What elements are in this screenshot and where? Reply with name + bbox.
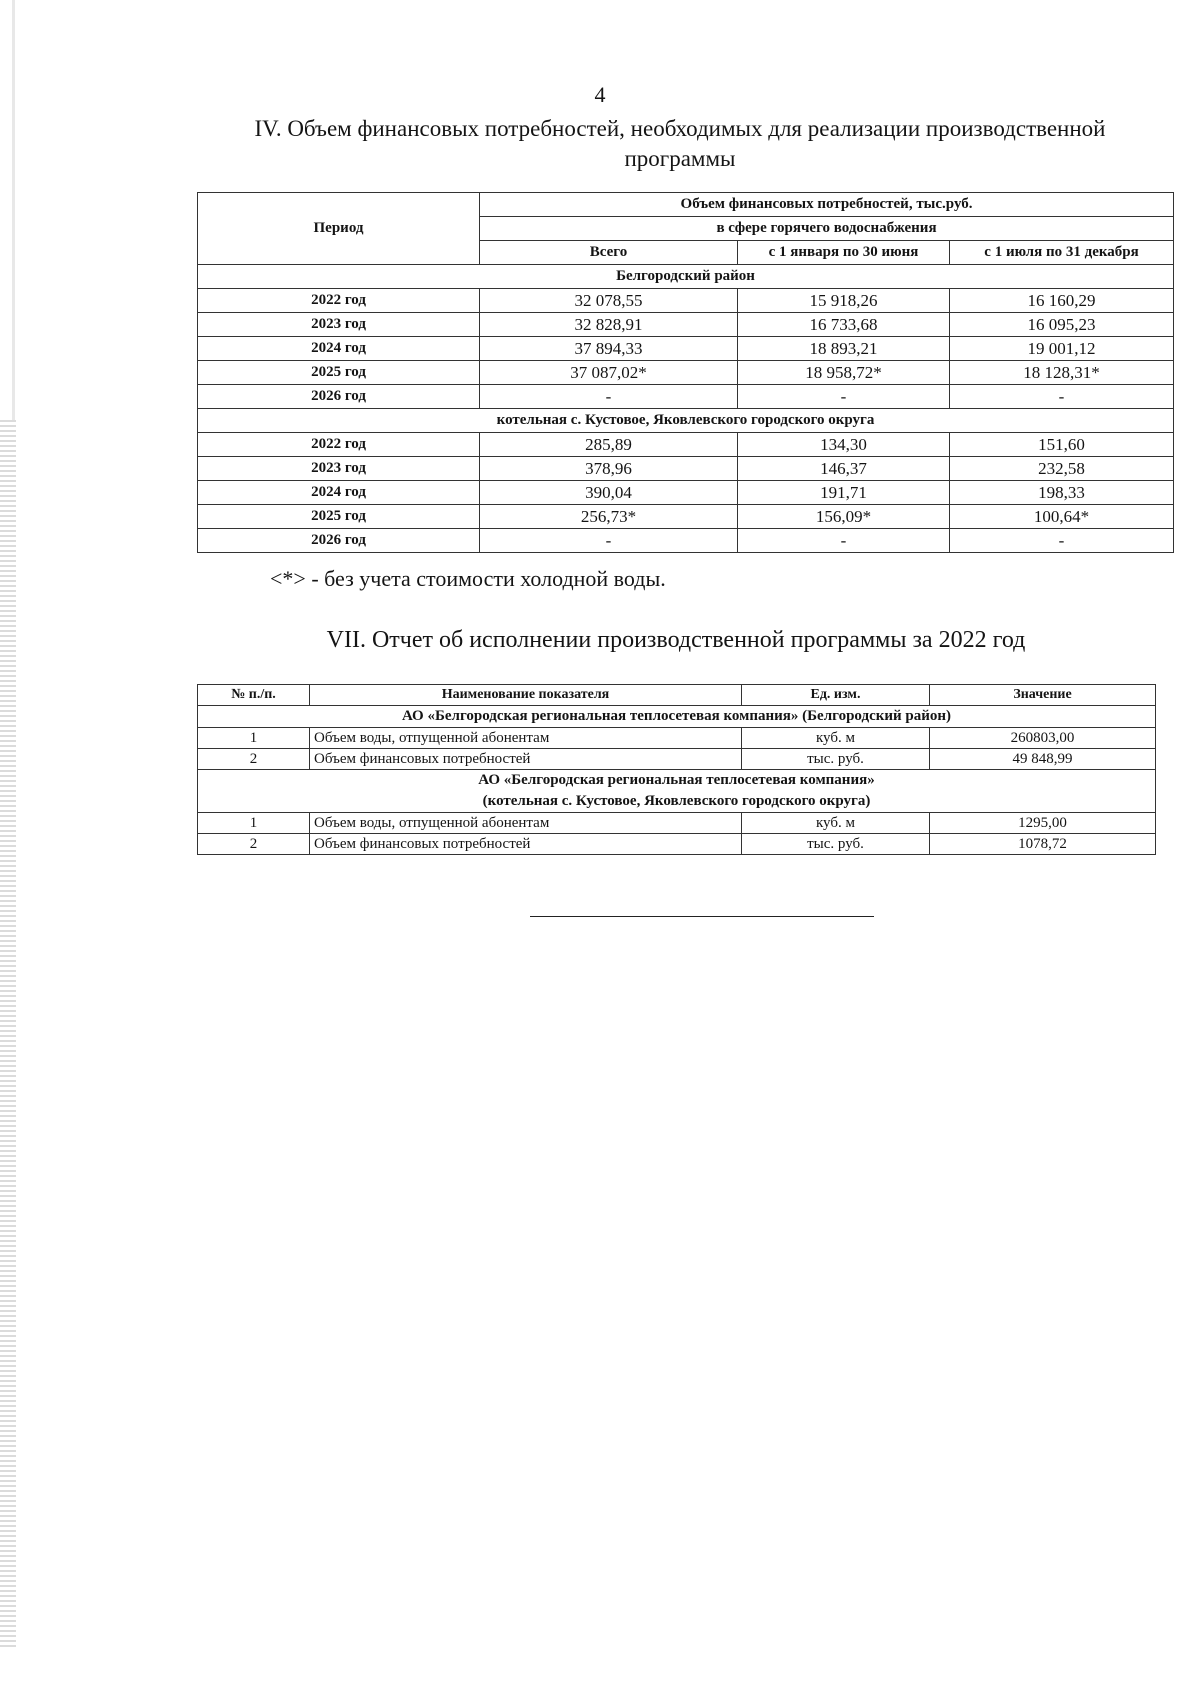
first-half-cell: 156,09*: [738, 505, 950, 529]
indicator-column-header: Наименование показателя: [310, 685, 742, 706]
second-half-cell: -: [950, 529, 1174, 553]
organization-name: [198, 770, 1156, 813]
period-cell: 2025 год: [198, 361, 480, 385]
total-cell: 32 078,55: [480, 289, 738, 313]
group-name-line: (котельная с. Кустовое, Яковлевского городского округа): [482, 793, 871, 809]
page-number: 4: [594, 82, 606, 107]
first-half-cell: -: [738, 529, 950, 553]
footnote: <*> - без учета стоимости холодной воды.: [270, 566, 666, 591]
total-cell: 32 828,91: [480, 313, 738, 337]
second-half-cell: 19 001,12: [950, 337, 1174, 361]
indicator-cell: Объем воды, отпущенной абонентам: [310, 813, 742, 834]
scan-edge-artifact: [0, 420, 16, 1650]
group-row: [198, 265, 1174, 289]
table-row: [198, 481, 1174, 505]
group-row: [198, 770, 1156, 813]
first-half-cell: 134,30: [738, 433, 950, 457]
table-row: [198, 813, 1156, 834]
program-report-table: [197, 684, 1156, 855]
number-column-header: № п./п.: [198, 685, 310, 706]
second-half-column-header: с 1 июля по 31 декабря: [950, 241, 1174, 265]
number-cell: 1: [198, 728, 310, 749]
number-cell: 1: [198, 813, 310, 834]
total-cell: 37 894,33: [480, 337, 738, 361]
unit-cell: тыс. руб.: [742, 749, 930, 770]
first-half-cell: 15 918,26: [738, 289, 950, 313]
total-column-header: Всего: [480, 241, 738, 265]
financial-needs-header: Объем финансовых потребностей, тыс.руб.: [480, 193, 1174, 217]
period-cell: 2022 год: [198, 433, 480, 457]
total-cell: 37 087,02*: [480, 361, 738, 385]
first-half-cell: 18 958,72*: [738, 361, 950, 385]
period-cell: 2023 год: [198, 313, 480, 337]
second-half-cell: 151,60: [950, 433, 1174, 457]
value-cell: 1295,00: [930, 813, 1156, 834]
first-half-cell: 18 893,21: [738, 337, 950, 361]
period-header: Период: [198, 193, 480, 265]
unit-cell: куб. м: [742, 728, 930, 749]
total-cell: -: [480, 385, 738, 409]
table-row: [198, 313, 1174, 337]
total-cell: -: [480, 529, 738, 553]
table-row: [198, 728, 1156, 749]
financial-needs-table: [197, 192, 1174, 553]
period-cell: 2023 год: [198, 457, 480, 481]
first-half-column-header: с 1 января по 30 июня: [738, 241, 950, 265]
period-cell: 2022 год: [198, 289, 480, 313]
table-row: [198, 289, 1174, 313]
table-row: [198, 457, 1174, 481]
period-cell: 2026 год: [198, 529, 480, 553]
indicator-cell: Объем финансовых потребностей: [310, 834, 742, 855]
total-cell: 378,96: [480, 457, 738, 481]
end-divider-line: [530, 916, 874, 917]
group-name: Белгородский район: [198, 265, 1174, 289]
section-title-financial-needs: IV. Объем финансовых потребностей, необходимых для реализации производственной программы: [254, 116, 1106, 171]
second-half-cell: 18 128,31*: [950, 361, 1174, 385]
group-name-line: АО «Белгородская региональная теплосетевая компания»: [478, 772, 875, 788]
period-cell: 2024 год: [198, 481, 480, 505]
total-cell: 390,04: [480, 481, 738, 505]
first-half-cell: 16 733,68: [738, 313, 950, 337]
first-half-cell: -: [738, 385, 950, 409]
period-cell: 2024 год: [198, 337, 480, 361]
organization-name: [198, 706, 1156, 728]
second-half-cell: 232,58: [950, 457, 1174, 481]
table-row: [198, 337, 1174, 361]
second-half-cell: 16 095,23: [950, 313, 1174, 337]
group-name-line: АО «Белгородская региональная теплосетевая компания» (Белгородский район): [401, 708, 952, 724]
table-row: [198, 834, 1156, 855]
second-half-cell: 16 160,29: [950, 289, 1174, 313]
group-name: котельная с. Кустовое, Яковлевского городского округа: [198, 409, 1174, 433]
unit-cell: тыс. руб.: [742, 834, 930, 855]
unit-column-header: Ед. изм.: [742, 685, 930, 706]
value-cell: 260803,00: [930, 728, 1156, 749]
value-column-header: Значение: [930, 685, 1156, 706]
second-half-cell: 100,64*: [950, 505, 1174, 529]
number-cell: 2: [198, 834, 310, 855]
table-row: [198, 385, 1174, 409]
period-cell: 2026 год: [198, 385, 480, 409]
table-row: [198, 505, 1174, 529]
section-title-report: VII. Отчет об исполнении производственной программы за 2022 год: [326, 627, 1026, 653]
first-half-cell: 191,71: [738, 481, 950, 505]
indicator-cell: Объем финансовых потребностей: [310, 749, 742, 770]
total-cell: 285,89: [480, 433, 738, 457]
second-half-cell: 198,33: [950, 481, 1174, 505]
period-cell: 2025 год: [198, 505, 480, 529]
table-row: [198, 749, 1156, 770]
table-row: [198, 361, 1174, 385]
hot-water-header: в сфере горячего водоснабжения: [480, 217, 1174, 241]
value-cell: 49 848,99: [930, 749, 1156, 770]
second-half-cell: -: [950, 385, 1174, 409]
scan-edge-artifact-top: [12, 0, 15, 420]
table-row: [198, 433, 1174, 457]
group-row: [198, 409, 1174, 433]
total-cell: 256,73*: [480, 505, 738, 529]
table-row: [198, 529, 1174, 553]
value-cell: 1078,72: [930, 834, 1156, 855]
unit-cell: куб. м: [742, 813, 930, 834]
number-cell: 2: [198, 749, 310, 770]
indicator-cell: Объем воды, отпущенной абонентам: [310, 728, 742, 749]
first-half-cell: 146,37: [738, 457, 950, 481]
group-row: [198, 706, 1156, 728]
